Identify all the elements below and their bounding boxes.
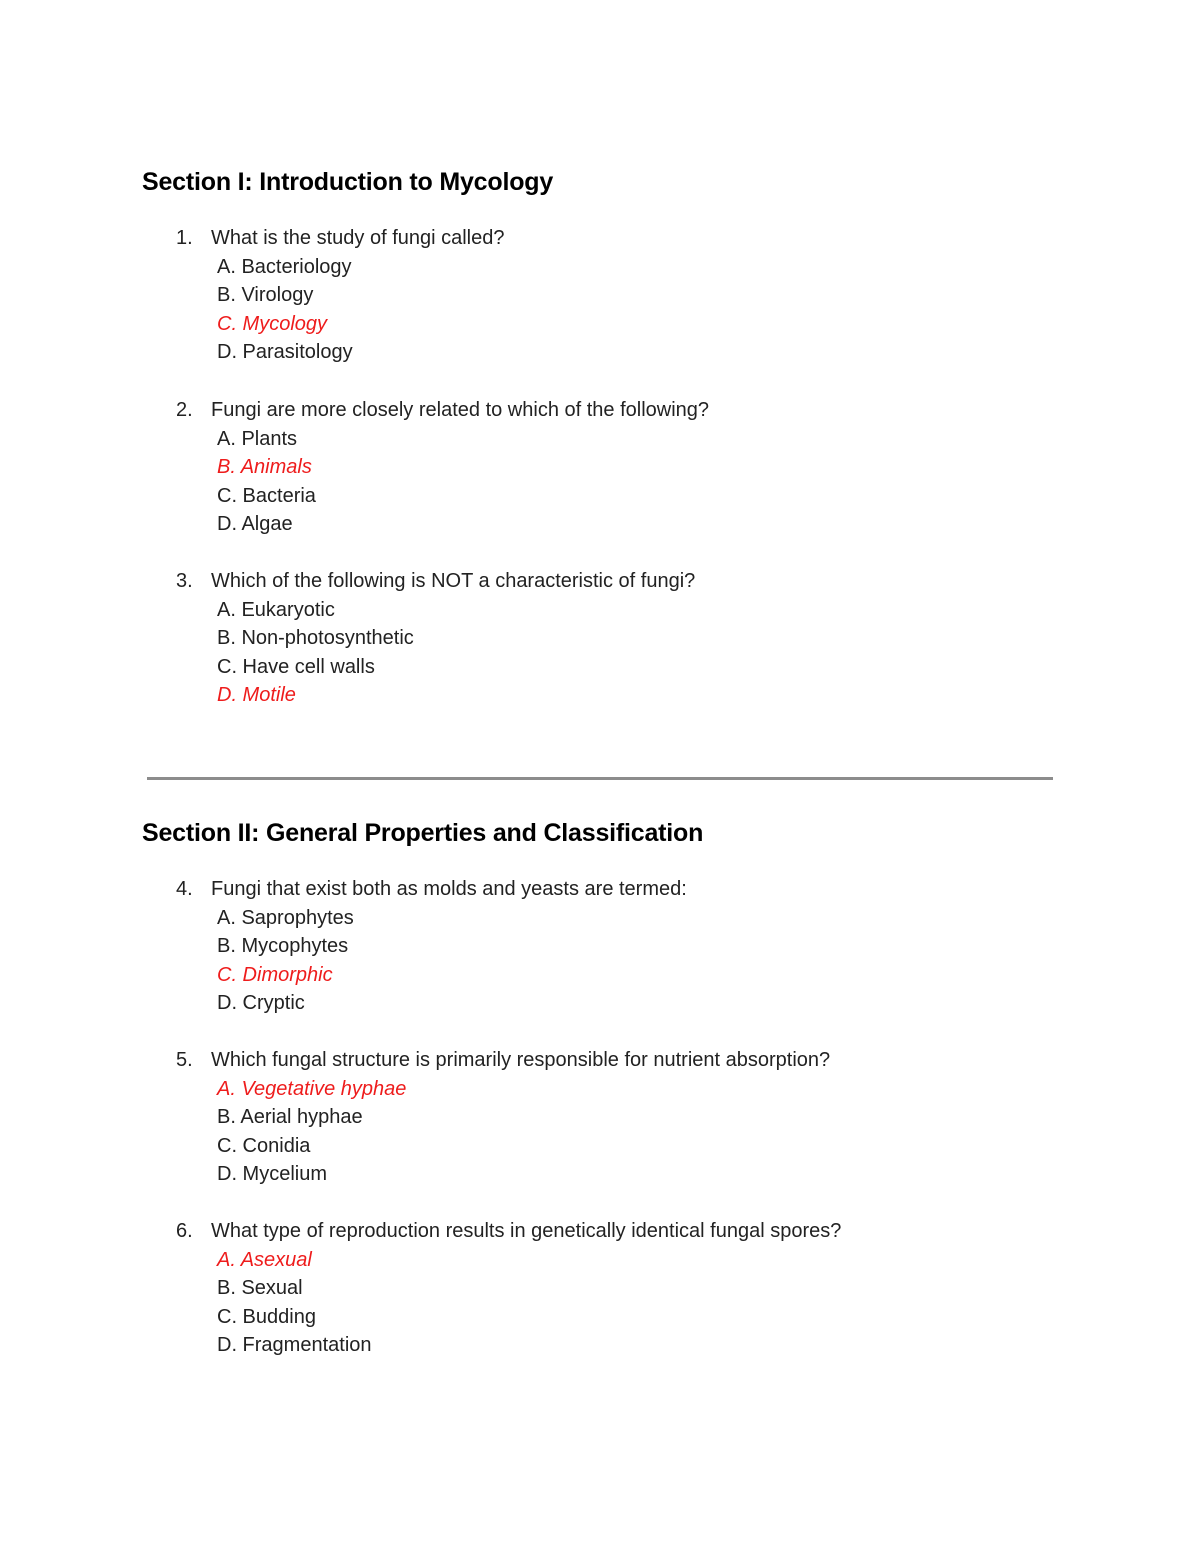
question-number: 4. xyxy=(176,878,193,900)
answer-option: A. Plants xyxy=(217,427,298,450)
answer-option: C. Have cell walls xyxy=(217,655,375,678)
correct-answer-option: D. Motile xyxy=(217,684,296,706)
answer-option: B. Aerial hyphae xyxy=(217,1106,363,1128)
answer-options xyxy=(176,596,1076,710)
question-text: Fungi that exist both as molds and yeasts are termed: xyxy=(211,878,687,900)
answer-option: A. Saprophytes xyxy=(217,906,354,929)
answer-option: B. Virology xyxy=(217,284,314,306)
answer-options xyxy=(176,253,1076,367)
answer-option: A. Eukaryotic xyxy=(217,598,335,621)
correct-answer-option: B. Animals xyxy=(217,456,312,478)
correct-answer-option: C. Mycology xyxy=(217,312,328,335)
question-number: 3. xyxy=(176,570,193,592)
question-number: 5. xyxy=(176,1049,193,1071)
answer-option: D. Parasitology xyxy=(217,341,353,363)
question-1 xyxy=(176,224,1076,367)
question-4 xyxy=(176,875,1076,1018)
correct-answer-option: A. Asexual xyxy=(217,1248,312,1271)
question-6 xyxy=(176,1217,1076,1360)
answer-option: C. Conidia xyxy=(217,1134,311,1157)
section-divider xyxy=(147,777,1053,780)
answer-option: D. Fragmentation xyxy=(217,1334,372,1356)
question-text: What type of reproduction results in genetically identical fungal spores? xyxy=(211,1220,842,1242)
section-2-title: Section II: General Properties and Classification xyxy=(142,819,704,847)
question-5 xyxy=(176,1046,1076,1189)
answer-option: B. Non-photosynthetic xyxy=(217,627,414,649)
answer-option: A. Bacteriology xyxy=(217,255,352,278)
answer-option: B. Sexual xyxy=(217,1277,303,1299)
question-text: Which fungal structure is primarily responsible for nutrient absorption? xyxy=(211,1049,831,1071)
answer-option: D. Algae xyxy=(217,513,293,535)
question-3 xyxy=(176,567,1076,710)
question-text: What is the study of fungi called? xyxy=(211,227,505,249)
answer-options xyxy=(176,1246,1076,1360)
answer-option: C. Budding xyxy=(217,1305,316,1328)
question-2 xyxy=(176,396,1076,539)
answer-options xyxy=(176,1075,1076,1189)
answer-options xyxy=(176,904,1076,1018)
question-text: Which of the following is NOT a characteristic of fungi? xyxy=(211,570,696,592)
answer-option: D. Mycelium xyxy=(217,1163,328,1185)
question-number: 1. xyxy=(176,227,193,249)
question-number: 6. xyxy=(176,1220,193,1242)
answer-option: D. Cryptic xyxy=(217,992,305,1014)
answer-option: B. Mycophytes xyxy=(217,935,349,957)
section-1-title: Section I: Introduction to Mycology xyxy=(142,168,554,196)
question-number: 2. xyxy=(176,399,193,421)
answer-option: C. Bacteria xyxy=(217,484,316,507)
correct-answer-option: A. Vegetative hyphae xyxy=(217,1077,407,1100)
answer-options xyxy=(176,425,1076,539)
question-text: Fungi are more closely related to which of the following? xyxy=(211,399,710,421)
correct-answer-option: C. Dimorphic xyxy=(217,963,333,986)
